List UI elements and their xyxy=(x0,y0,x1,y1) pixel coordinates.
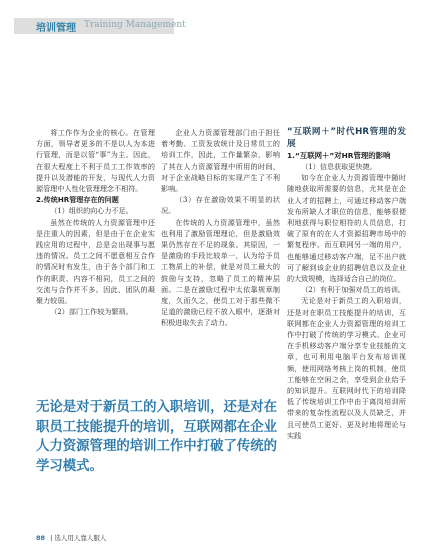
magazine-name: | 选人用人靠人服人 xyxy=(50,534,107,542)
paragraph: （2）部门工作较为繁琐。 xyxy=(50,307,133,317)
running-header xyxy=(0,18,427,34)
article-section-title: “互联网＋”时代HR管理的发展 xyxy=(287,127,406,149)
paragraph: （1）信息获取更快捷。 xyxy=(301,162,377,171)
paragraph: 虽然在传统的人力资源管理中还是注重人的因素，但是由于在企业实践应用的过程中，总是会出现事与愿违的情况。员工之间不愿意相互合作的情况时有发生，由于各个部门和工作的职责、内容不相同，员工之间的交流与合作并不多。因此，团队的凝聚力较弱。 xyxy=(36,217,155,306)
paragraph: 将工作作为企业的核心。在管理方面，领导者更多的不是以人为本进行管理，而是以管“事”为主。因此，在很大程度上不利于员工工作效率的提升以及潜能的开发，与现代人力资源管理中人性化管理理念不相符。 xyxy=(36,128,155,194)
paragraph: （2）有利于加强对员工的培训。 xyxy=(301,285,406,295)
section-title: 培训管理 xyxy=(36,23,76,34)
section-subtitle-en: Training Management xyxy=(84,20,186,30)
paragraph: 企业人力资源管理部门由于担任着考勤、工资发放统计及日常员工的培训工作，因此，工作量繁杂，影响了其在人力资源管理中所用的时间，对于企业战略目标的实现产生了不利影响。 xyxy=(161,128,280,194)
paragraph: （3）存在激励效果不明显的状况。 xyxy=(161,195,280,216)
paragraph: 在传统的人力资源管理中，虽然也利用了激励管理理论，但是激励效果仍然存在不足的现象。其原因，一是激励的手段比较单一，认为给予员工物质上的补偿，就是对员工最大的鼓励与支持，忽略了员工的精神层面。二是在激励过程中太依靠规章制度，久而久之，使员工对于那些微不足道的激励已经不放入眼中，逐渐对积极进取失去了动力。 xyxy=(161,217,280,328)
pull-quote xyxy=(36,398,284,476)
page-footer xyxy=(36,533,106,542)
article-column-2 xyxy=(161,127,280,329)
section-heading: 2.传统HR管理存在的问题 xyxy=(36,195,119,205)
pull-quote-text: 无论是对于新员工的入职培训，还是对在职员工技能提升的培训，互联网都在企业人力资源管理的培训工作中打破了传统的学习模式。 xyxy=(36,400,278,474)
article-subsection-title: 1.“互联网＋”对HR管理的影响 xyxy=(287,151,391,160)
paragraph: 无论是对于新员工的入职培训，还是对在职员工技能提升的培训，互联网都在企业人力资源管理的培训工作中打破了传统的学习模式。企业可在手机移动客户端分享专业技能的文章，也可利用电脑平台发布培训视频，使用网络考核上岗的机制，使员工能够在空闲之余，享受到企业给予的知识提升。互联网时代下的培训降低了传统培训工作中由于离岗培训所带来的复杂性流程以及人员缺乏，并且可使员工更好、更及时地将理论与实践 xyxy=(287,296,406,440)
article-column-1 xyxy=(36,127,155,317)
article-column-3 xyxy=(287,127,406,441)
paragraph: （1）组织的向心力不足。 xyxy=(50,206,133,216)
page-number: 88 xyxy=(36,534,46,542)
paragraph: 如今在企业人力资源管理中随时随地获取所需要的信息，尤其是在企业人才的招聘上，可通过移动客户端发布所缺人才职位的信息，能够很便利地获得与职位相符的人员信息，打破了原有的在人才资源招聘市场中的繁复程序。而互联网另一端的用户，也能够通过移动客户端，足不出户就可了解到该企业的招聘信息以及企业的大致规模，选择适合自己的岗位。 xyxy=(287,173,406,284)
